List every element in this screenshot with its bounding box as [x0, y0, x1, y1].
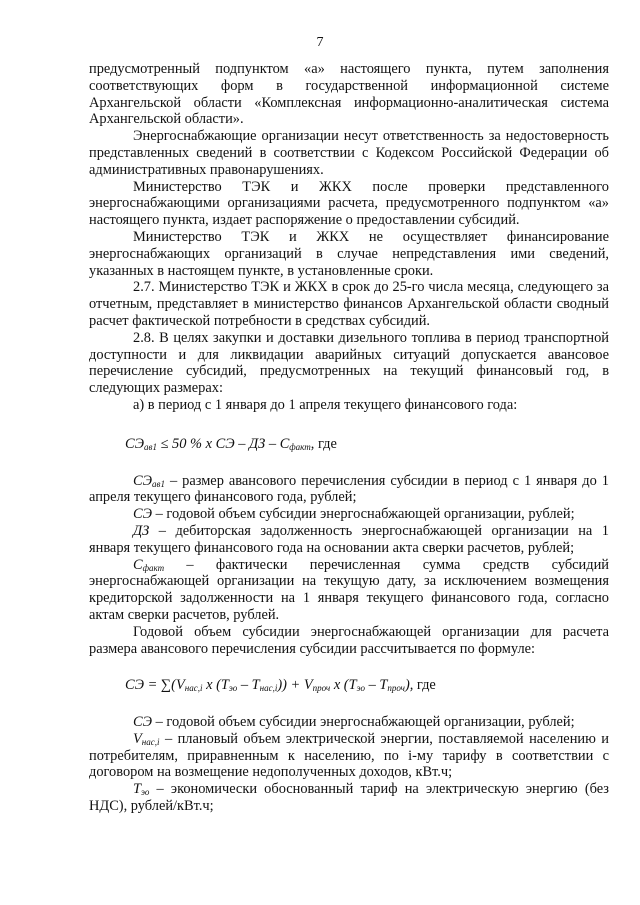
definition-item: ДЗ – дебиторская задолженность энергоснабжающей организации на 1 января текущего финансового года на основании акта сверки расчетов, рублей; — [89, 522, 609, 556]
paragraph: 2.8. В целях закупки и доставки дизельного топлива в период транспортной доступности и для ликвидации аварийных ситуаций допускается авансовое перечисление субсидий, предусмотренных на текущий финансовый год, в следующих размерах: — [89, 329, 609, 397]
paragraph: 2.7. Министерство ТЭК и ЖКХ в срок до 25-го числа месяца, следующего за отчетным, представляет в министерство финансов Архангельской области сводный расчет фактической потребности в средствах субсидий. — [89, 279, 609, 329]
definition-item: $Т_{эо}$ – экономически обоснованный тариф на электрическую энергию (без НДС), рублей/кВт.ч; — [89, 781, 609, 815]
document-body — [89, 61, 609, 815]
definition-item: $V_{нас,i}$ – плановый объем электрической энергии, поставляемой населению и потребителям, приравненным к населению, по i-му тарифу в соответствии с договором на возмещение недополученных доходов, кВт.ч; — [89, 730, 609, 781]
definition-item: $С_{факт}$ – фактически перечисленная сумма средств субсидий энергоснабжающей организации на текущую дату, за исключением возмещения кредиторской задолженности на 1 января текущего финансового года, согласно актам сверки расчетов, рублей. — [89, 556, 609, 623]
definition-item: СЭ – годовой объем субсидии энергоснабжающей организации, рублей; — [133, 714, 575, 731]
paragraph: а) в период с 1 января до 1 апреля текущего финансового года: — [133, 396, 518, 413]
paragraph: Энергоснабжающие организации несут ответственность за недостоверность представленных сведений в соответствии с Кодексом Российской Федерации об административных правонарушениях. — [89, 128, 609, 178]
definition-item: СЭ – годовой объем субсидии энергоснабжающей организации, рублей; — [133, 506, 575, 523]
page-number: 7 — [316, 35, 324, 50]
paragraph: Министерство ТЭК и ЖКХ не осуществляет финансирование энергоснабжающих организаций в случае непредставления ими сведений, указанных в настоящем пункте, в установленные сроки. — [89, 228, 609, 279]
paragraph: Годовой объем субсидии энергоснабжающей организации для расчета размера авансового перечисления субсидии рассчитывается по формуле: — [89, 623, 609, 657]
definition-item: $СЭ_{ав1}$ – размер авансового перечисления субсидии в период с 1 января до 1 апреля текущего финансового года, рублей; — [89, 472, 609, 506]
formula-advance: $СЭ_{ав1} \le 50$ % х СЭ – ДЗ – $С_{факт}$, где — [125, 435, 337, 452]
paragraph: предусмотренный подпунктом «а» настоящего пункта, путем заполнения соответствующих форм в государственной информационной системе Архангельской области «Комплексная информационно-аналитическая система Архангельской области». — [89, 61, 609, 128]
paragraph: Министерство ТЭК и ЖКХ после проверки представленного энергоснабжающими организациями расчета, предусмотренного подпунктом «а» настоящего пункта, издает распоряжение о предоставлении субсидий. — [89, 178, 609, 229]
formula-annual-volume: СЭ = $\sum(V_{нас,i}$ х $(Т_{эо} - Т_{нас,i})) + V_{проч}$ х $(Т_{эо} - Т_{проч})$, где — [125, 677, 436, 694]
